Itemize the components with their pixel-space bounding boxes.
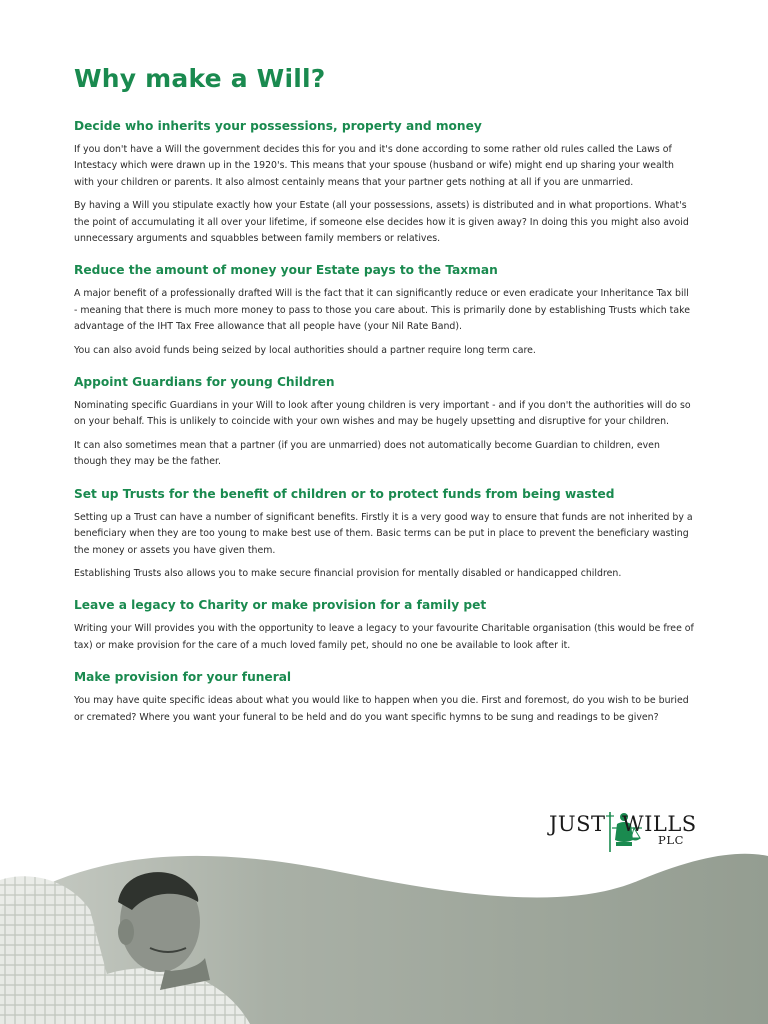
section-trusts [74, 487, 694, 583]
paragraph: Establishing Trusts also allows you to make secure financial provision for mentally disabled or handicapped children. [74, 567, 622, 579]
section-heading: Decide who inherits your possessions, property and money [74, 119, 482, 133]
logo-word-just: JUST [549, 812, 606, 836]
section-charity [74, 598, 694, 654]
section-funeral [74, 670, 694, 726]
section-inherit [74, 119, 694, 247]
paragraph: It can also sometimes mean that a partner (if you are unmarried) does not automatically become Guardian to children, even though they may be the father. [74, 439, 660, 468]
paragraph: Setting up a Trust can have a number of significant benefits. Firstly it is a very good way to ensure that funds are not inherited by a beneficiary when they are too young to make best use of them. Basic terms can be put in place to prevent the beneficiary wasting the money or assets you have given them. [74, 511, 693, 556]
section-guardians [74, 375, 694, 471]
paragraph: A major benefit of a professionally drafted Will is the fact that it can significantly reduce or even eradicate your Inheritance Tax bill - meaning that there is much more money to pass to those you care about. This is primarily done by establishing Trusts which take advantage of the IHT Tax Free allowance that all people have (your Nil Rate Band). [74, 288, 690, 333]
logo-sub-plc: PLC [658, 833, 684, 847]
page-title: Why make a Will? [74, 64, 326, 93]
paragraph: You can also avoid funds being seized by local authorities should a partner require long term care. [74, 344, 536, 356]
paragraph: Writing your Will provides you with the opportunity to leave a legacy to your favourite Charitable organisation (this would be free of tax) or make provision for the care of a much loved family pet, should no one be available to look after it. [74, 623, 694, 651]
section-heading: Appoint Guardians for young Children [74, 375, 335, 390]
section-tax [74, 263, 694, 359]
footer-photo-banner [0, 840, 768, 1024]
paragraph: If you don't have a Will the government decides this for you and it's done according to some rather old rules called the Laws of Intestacy which were drawn up in the 1920's. This means that your spouse (husband or wife) might end up sharing your wealth with your children or parents. It also almost centainly means that your partner gets nothing at all if you are unmarried. [74, 144, 674, 188]
main-content [74, 64, 694, 742]
paragraph: By having a Will you stipulate exactly how your Estate (all your possessions, assets) is distributed and in what proportions. What's the point of accumulating it all over your lifetime, if someone else decides how it is given away? In doing this you might also avoid unnecessary arguments and squabbles between family members or relatives. [74, 200, 689, 245]
section-heading: Reduce the amount of money your Estate pays to the Taxman [74, 263, 498, 278]
section-heading: Set up Trusts for the benefit of children or to protect funds from being wasted [74, 486, 615, 501]
paragraph: You may have quite specific ideas about what you would like to happen when you die. First and foremost, do you wish to be buried or cremated? Where you want your funeral to be held and do you want specific hymns to be sung and readings to be given? [74, 695, 689, 723]
paragraph: Nominating specific Guardians in your Will to look after young children is very important - and if you don't the authorities will do so on your behalf. This is unlikely to coincide with your own wishes and may be hugely upsetting and disruptive for your children. [74, 400, 691, 428]
section-heading: Leave a legacy to Charity or make provision for a family pet [74, 598, 487, 613]
section-heading: Make provision for your funeral [74, 670, 292, 685]
logo-word-wills: WILLS [622, 812, 697, 836]
